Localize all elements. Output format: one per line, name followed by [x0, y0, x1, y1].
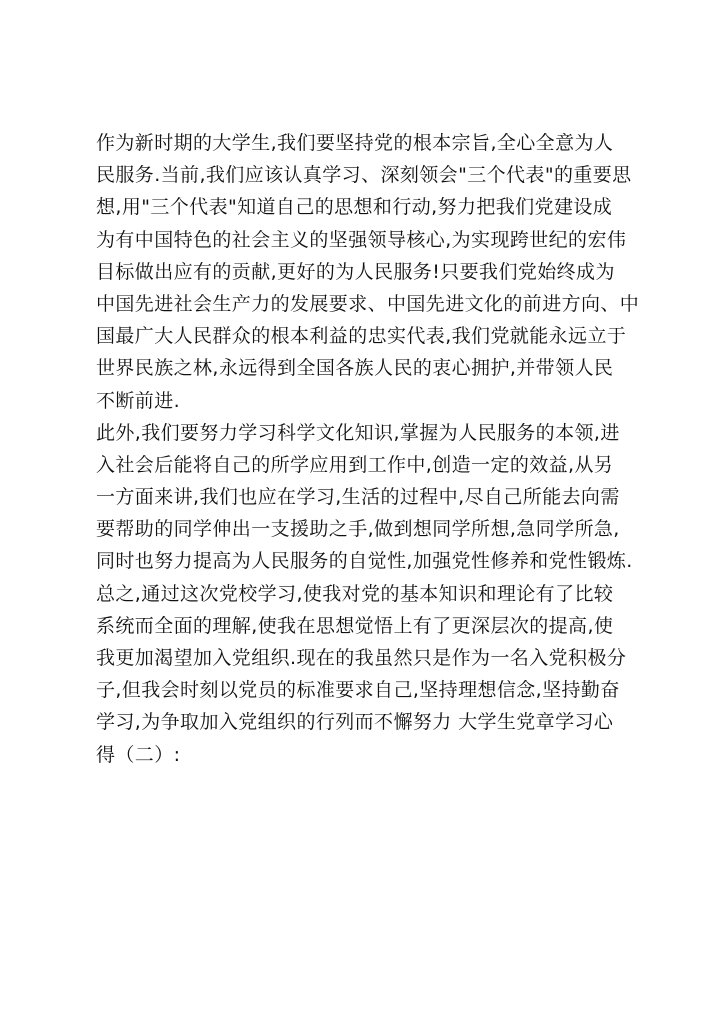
text-line: 入社会后能将自己的所学应用到工作中,创造一定的效益,从另: [96, 453, 614, 476]
text-line: 世界民族之林,永远得到全国各族人民的衷心拥护,并带领人民: [96, 357, 614, 380]
text-line: 总之,通过这次党校学习,使我对党的基本知识和理论有了比较: [96, 582, 614, 605]
text-line: 同时也努力提高为人民服务的自觉性,加强党性修养和党性锻炼.: [96, 550, 633, 573]
text-line: 系统而全面的理解,使我在思想觉悟上有了更深层次的提高,使: [96, 614, 614, 637]
text-line: 我更加渴望加入党组织.现在的我虽然只是作为一名入党积极分: [96, 647, 627, 669]
text-line: 一方面来讲,我们也应在学习,生活的过程中,尽自己所能去向需: [96, 486, 620, 509]
text-line: 为有中国特色的社会主义的坚强领导核心,为实现跨世纪的宏伟: [96, 228, 627, 251]
text-line: 中国先进社会生产力的发展要求、中国先进文化的前进方向、中: [96, 292, 640, 315]
text-line: 得（二）:: [96, 743, 181, 766]
text-line: 学习,为争取加入党组织的行列而不懈努力 大学生党章学习心: [96, 711, 614, 734]
text-line: 不断前进.: [96, 389, 181, 412]
text-line: 子,但我会时刻以党员的标准要求自己,坚持理想信念,坚持勤奋: [96, 679, 620, 702]
text-line: 要帮助的同学伸出一支援助之手,做到想同学所想,急同学所急,: [96, 518, 620, 541]
text-line: 国最广大人民群众的根本利益的忠实代表,我们党就能永远立于: [96, 325, 627, 348]
text-line: 目标做出应有的贡献,更好的为人民服务!只要我们党始终成为: [96, 260, 615, 283]
text-line: 想,用"三个代表"知道自己的思想和行动,努力把我们党建设成: [96, 196, 613, 219]
document-body: [96, 127, 640, 771]
text-line: 作为新时期的大学生,我们要坚持党的根本宗旨,全心全意为人: [96, 132, 614, 154]
text-line: 民服务.当前,我们应该认真学习、深刻领会"三个代表"的重要思: [96, 164, 632, 187]
text-line: 此外,我们要努力学习科学文化知识,掌握为人民服务的本领,进: [96, 421, 620, 444]
